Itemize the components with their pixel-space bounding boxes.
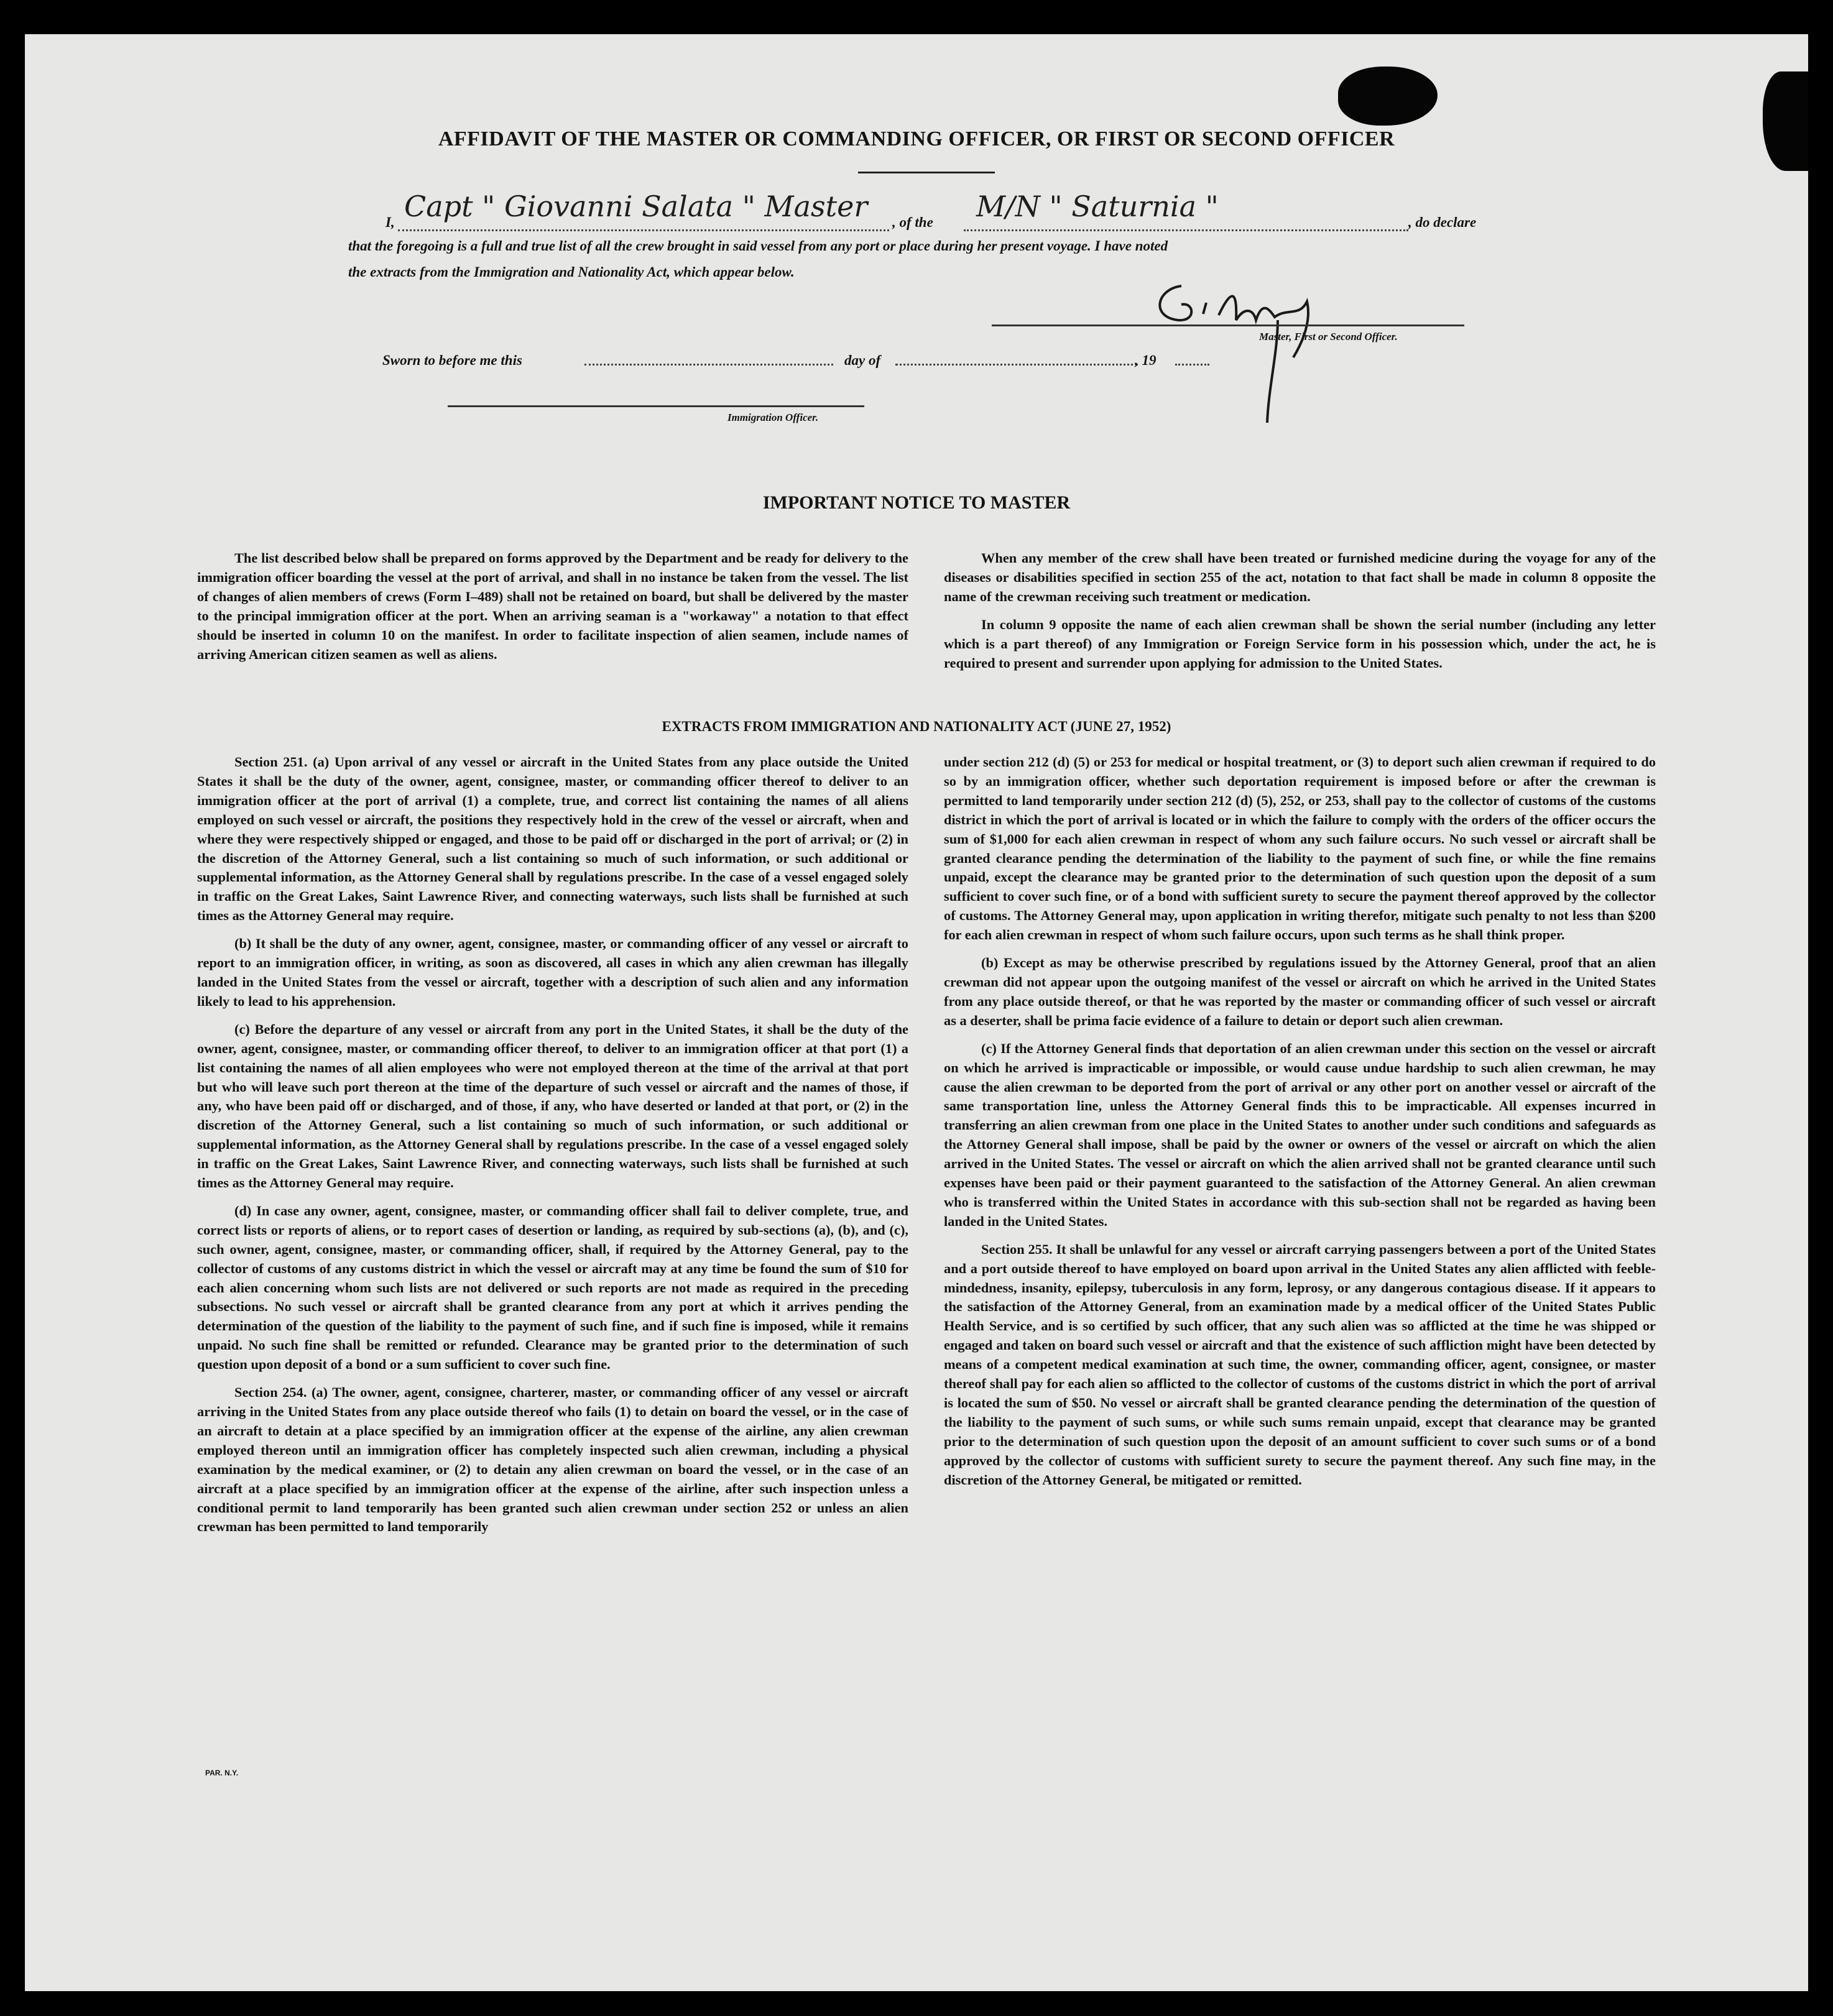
affidavit-title: AFFIDAVIT OF THE MASTER OR COMMANDING OFFICER, OR FIRST OR SECOND OFFICER <box>438 127 1395 150</box>
printer-mark: PAR. N.Y. <box>205 1769 239 1777</box>
signature-line <box>992 324 1464 326</box>
of-the-label: , of the <box>892 214 933 230</box>
section-251b: (b) It shall be the duty of any owner, agent, consignee, master, or commanding officer of any vessel or aircraft to report to an immigration officer, in writing, as soon as discovered, all cases in which any alien crewman has illegally landed in the United States from the vessel or aircraft, together with a description of such alien and any information likely to lead to his apprehension. <box>197 936 908 1009</box>
handwritten-vessel-name: M/N " Saturnia " <box>976 190 1219 223</box>
extracts-left-column <box>197 753 908 1545</box>
section-251d: (d) In case any owner, agent, consignee, master, or commanding officer shall fail to deliver complete, true, and correct lists or reports of aliens, or to report cases of desertion or landing, as required by sub-sections (a), (b), and (c), such owner, agent, consignee, master, or commanding officer, shall, if required by the Attorney General, pay to the collector of customs of any customs district in which the vessel or aircraft may at any time be found the sum of $10 for each alien concerning whom such lists are not delivered or such reports are not made as required in the preceding subsections. No such vessel or aircraft shall be granted clearance from any port at which it arrives pending the determination of the question of the liability to the payment of such fine, and if such fine is imposed, while it remains unpaid. No such fine shall be remitted or refunded. Clearance may be granted prior to the determination of such question upon deposit of a bond or a sum sufficient to cover such fine. <box>197 1202 908 1373</box>
extracts-right-column <box>944 753 1656 1499</box>
section-251a: Section 251. (a) Upon arrival of any vessel or aircraft in the United States from any place outside the United States it shall be the duty of the owner, agent, consignee, master, or commanding officer thereof to deliver to an immigration officer at the port of arrival (1) a complete, true, and correct list containing the names of all aliens employed on such vessel or aircraft, the positions they respectively hold in the crew of the vessel or aircraft, when and where they were respectively shipped or engaged, and those to be paid off or discharged in the port of arrival; or (2) in the discretion of the Attorney General, such a list containing so much of such information, or such additional or supplemental information, as the Attorney General shall by regulations prescribe. In the case of a vessel engaged solely in traffic on the Great Lakes, Saint Lawrence River, and connecting waterways, such lists shall be furnished at such times as the Attorney General may require. <box>197 754 908 924</box>
year-label: , 19 <box>1135 352 1157 368</box>
section-254b: (b) Except as may be otherwise prescribed by regulations issued by the Attorney General, proof that an alien crewman did not appear upon the outgoing manifest of the vessel or aircraft on which he arrived in the United States from any place outside thereof, or that he was reported by the master or commanding officer of such vessel or aircraft as a deserter, shall be prima facie evidence of a failure to detain or deport such alien crewman. <box>944 955 1656 1028</box>
title-rule <box>858 172 995 173</box>
notice-left-column <box>197 549 908 673</box>
notice-right-paragraph-2: In column 9 opposite the name of each alien crewman shall be shown the serial number (including any letter which is a part thereof) of any Immigration or Foreign Service form in his possession which, under the act, he is required to present and surrender upon applying for admission to the United States. <box>944 616 1656 671</box>
handwritten-master-name: Capt " Giovanni Salata " Master <box>404 190 868 223</box>
immigration-officer-line <box>448 405 864 407</box>
day-of-label: day of <box>844 352 881 368</box>
sworn-label: Sworn to before me this <box>382 352 522 368</box>
sworn-year-fill <box>1175 345 1209 366</box>
notice-left-paragraph: The list described below shall be prepared on forms approved by the Department and be ready for delivery to the immigration officer boarding the vessel at the port of arrival, and shall in no instance be taken from the vessel. The list of changes of alien members of crews (Form I–489) shall not be retained on board, but shall be delivered by the master to the principal immigration officer at the port. When an arriving seaman is a "workaway" a notation to that effect should be inserted in column 10 on the manifest. In order to facilitate inspection of alien seamen, include names of arriving American citizen seamen as well as aliens. <box>197 550 908 662</box>
immigration-officer-caption: Immigration Officer. <box>727 412 819 423</box>
ink-blot <box>1338 67 1438 126</box>
declaration-line-3: the extracts from the Immigration and Nationality Act, which appear below. <box>348 264 795 280</box>
notice-title: IMPORTANT NOTICE TO MASTER <box>762 492 1071 513</box>
notice-right-column <box>944 549 1656 681</box>
section-255: Section 255. It shall be unlawful for any vessel or aircraft carrying passengers between a port of the United States and a port outside thereof to have employed on board upon arrival in the United States any alien afflicted with feeble-mindedness, insanity, epilepsy, tuberculosis in any form, leprosy, or any dangerous contagious disease. If it appears to the satisfaction of the Attorney General, from an examination made by a medical officer of the United States Public Health Service, and is so certified by such officer, that any such alien was so afflicted at the time he was shipped or engaged and taken on board such vessel or aircraft and that the existence of such affliction might have been detected by means of a competent medical examination at such time, the owner, commanding officer, agent, consignee, or master thereof shall pay for each alien so afflicted to the collector of customs of the customs district in which the port of arrival is located the sum of $50. No vessel or aircraft shall be granted clearance pending the determination of the question of the liability to the payment of such sums, or while such sums remain unpaid, except that clearance may be granted prior to the determination of such question upon the deposit of an amount sufficient to cover such sums or of a bond approved by the collector of customs with sufficient surety to secure the payment thereof. Any such fine may, in the discretion of the Attorney General, be mitigated or remitted. <box>944 1241 1656 1488</box>
signature-caption: Master, First or Second Officer. <box>1259 331 1398 343</box>
section-251c: (c) Before the departure of any vessel or aircraft from any port in the United States, it shall be the duty of the owner, agent, consignee, master, or commanding officer thereof, to deliver to an immigration officer at that port (1) a list containing the names of all alien employees who were not employed thereon at the time of the arrival at that port but who will leave such port thereon at the time of the departure of such vessel or aircraft and the names of those, if any, who have been paid off or discharged, and of those, if any, who have deserted or landed at that port, or (2) in the discretion of the Attorney General, such a list containing so much of such information, or such additional or supplemental information, as the Attorney General shall by regulations prescribe. In the case of a vessel engaged solely in traffic on the Great Lakes, Saint Lawrence River, and connecting waterways, such lists shall be furnished at such times as the Attorney General may require. <box>197 1021 908 1191</box>
section-254a-continued: under section 212 (d) (5) or 253 for medical or hospital treatment, or (3) to deport such alien crewman if required to do so by an immigration officer, whether such deportation requirement is imposed before or after the crewman is permitted to land temporarily under section 212 (d) (5), 252, or 253, shall pay to the collector of customs of the customs district in which the port of arrival is located or in which the failure to comply with the orders of the officer occurs the sum of $1,000 for each alien crewman in respect of whom any such failure occurs. No such vessel or aircraft shall be granted clearance pending the determination of the liability to the payment of such fine, or while the fine remains unpaid, except the clearance may be granted prior to the determination of such question upon the deposit of a sum sufficient to cover such fine, or of a bond with sufficient surety to secure the payment thereof approved by the collector of customs. The Attorney General may, upon application in writing therefor, mitigate such penalty to not less than $200 for each alien crewman in respect of whom such failure occurs, upon such terms as he shall think proper. <box>944 754 1656 943</box>
sworn-day-fill <box>584 345 833 366</box>
section-254c: (c) If the Attorney General finds that deportation of an alien crewman under this section on the vessel or aircraft on which he arrived is impracticable or impossible, or would cause undue hardship to such alien crewman, he may cause the alien crewman to be deported from the port of arrival or any other port on another vessel or aircraft of the same transportation line, unless the Attorney General finds this to be impracticable. All expenses incurred in transferring an alien crewman from one place in the United States to another under such conditions and safeguards as the Attorney General shall impose, shall be paid by the owner or owners of the vessel or aircraft on which the alien arrived in the United States. The vessel or aircraft on which the alien arrived shall not be granted clearance until such expenses have been paid or their payment guaranteed to the satisfaction of the Attorney General. An alien crewman who is transferred within the United States in accordance with this sub-section shall not be regarded as having been landed in the United States. <box>944 1040 1656 1229</box>
sworn-month-fill <box>895 345 1138 366</box>
section-254a: Section 254. (a) The owner, agent, consignee, charterer, master, or commanding officer of any vessel or aircraft arriving in the United States from any place outside thereof who fails (1) to detain on board the vessel, or in the case of an aircraft to detain at a place specified by an immigration officer at the expense of the airline, any alien crewman employed thereon until an immigration officer has completely inspected such alien crewman, including a physical examination by the medical examiner, or (2) to detain any alien crewman on board the vessel, or in the case of an aircraft at a place specified by an immigration officer at the expense of the airline, after such inspection unless a conditional permit to land temporarily has been granted such alien crewman under section 252 or unless an alien crewman has been permitted to land temporarily <box>197 1384 908 1535</box>
declaration-line-2: that the foregoing is a full and true list of all the crew brought in said vessel from any port or place during her present voyage. I have noted <box>348 238 1168 254</box>
extracts-title: EXTRACTS FROM IMMIGRATION AND NATIONALITY ACT (JUNE 27, 1952) <box>662 719 1171 734</box>
do-declare-label: , do declare <box>1408 214 1477 230</box>
document-page <box>25 34 1808 1991</box>
declaration-prefix: I, <box>386 214 395 230</box>
notice-right-paragraph-1: When any member of the crew shall have been treated or furnished medicine during the voyage for any of the diseases or disabilities specified in section 255 of the act, notation to that fact shall be made in column 8 opposite the name of the crewman receiving such treatment or medication. <box>944 550 1656 604</box>
ink-blot-edge <box>1763 71 1808 171</box>
